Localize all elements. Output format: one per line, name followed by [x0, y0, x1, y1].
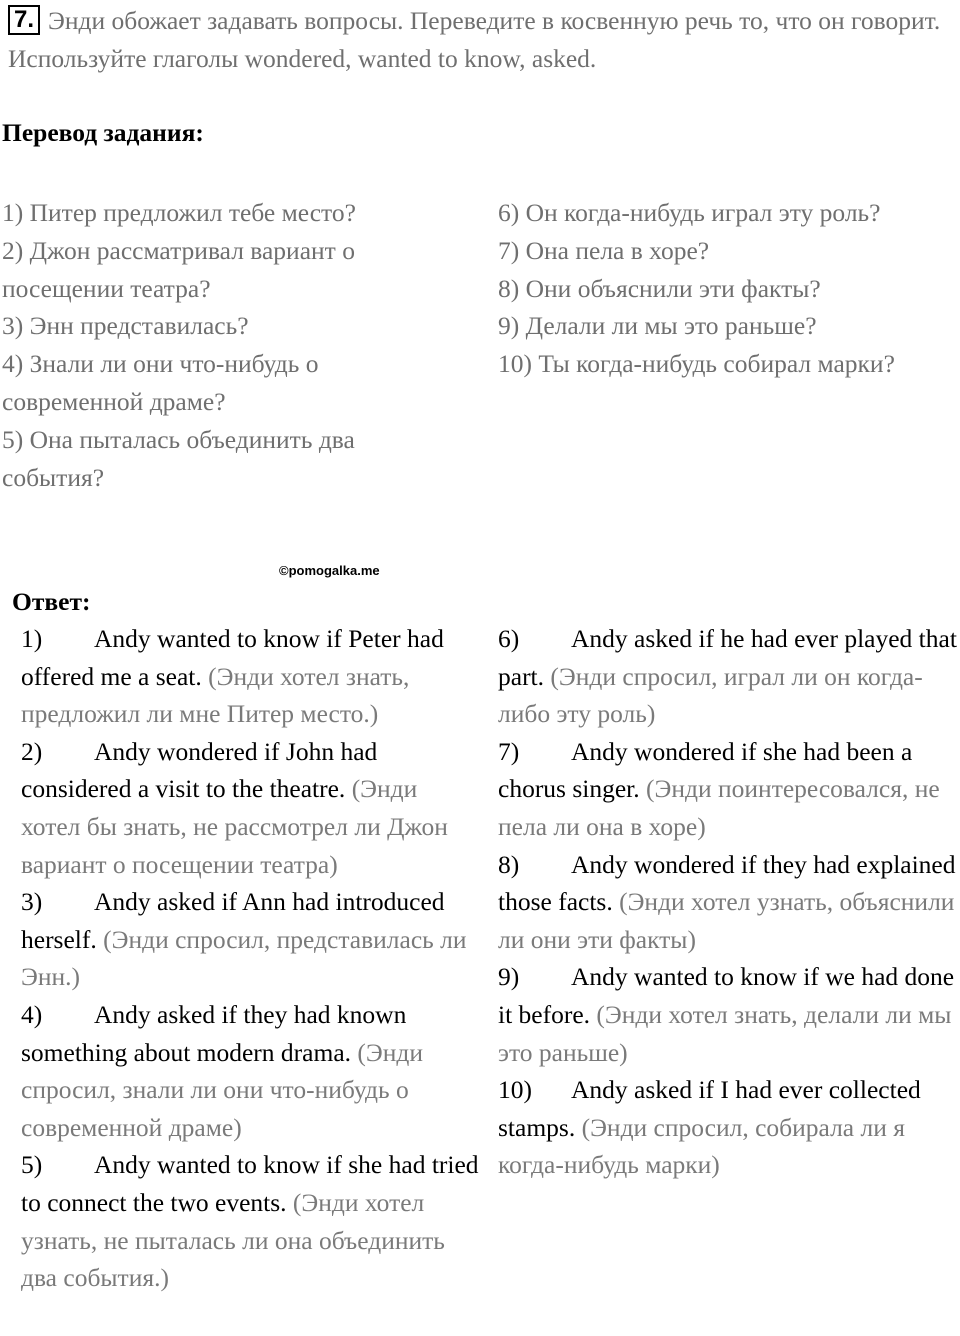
translation-item: 8) Они объяснили эти факты? [498, 273, 821, 303]
answer-item [21, 996, 481, 1146]
answer-russian: (Энди хотел знать, предложил ли мне Питер место.) [21, 661, 410, 729]
answer-english: Andy wanted to know if Peter had offered me a seat. [21, 624, 444, 691]
translation-item: 4) Знали ли они что-нибудь о современной драме? [2, 349, 319, 416]
translation-item: 6) Он когда-нибудь играл эту роль? [498, 198, 881, 227]
translation-item: 10) Ты когда-нибудь собирал марки? [498, 349, 895, 379]
answer-item [21, 733, 481, 883]
translation-title: Перевод задания: [2, 118, 204, 147]
answer-right-column [498, 620, 958, 1184]
answer-russian: (Энди хотел бы знать, не рассмотрел ли Джон вариант о посещении театра) [21, 774, 448, 879]
translation-item: 1) Питер предложил тебе место? [2, 198, 356, 227]
answer-russian: (Энди спросил, представилась ли Энн.) [21, 924, 467, 992]
watermark: ©pomogalka.me [279, 563, 380, 578]
answer-number: 8) [498, 849, 520, 879]
answer-english: Andy wanted to know if she had tried to connect the two events. [21, 1150, 479, 1217]
answer-item [21, 883, 481, 996]
answer-item [498, 846, 958, 959]
translation-right-column [498, 194, 958, 383]
answer-english: Andy asked if he had ever played that part. [498, 624, 957, 691]
answer-item [498, 620, 958, 733]
translation-item: 9) Делали ли мы это раньше? [498, 311, 817, 341]
answer-item [498, 733, 958, 846]
answer-number: 1) [21, 624, 43, 653]
answer-number: 9) [498, 962, 520, 992]
answer-russian: (Энди хотел узнать, не пыталась ли она объединить два события.) [21, 1187, 445, 1293]
answer-left-column [21, 620, 481, 1297]
answer-russian: (Энди спросил, играл ли он когда-либо эту роль) [498, 661, 923, 729]
answer-english: Andy wondered if John had considered a visit to the theatre. [21, 736, 378, 804]
task-instruction: Энди обожает задавать вопросы. Переведите в косвенную речь то, что он говорит. Используйте глаголы wondered, wanted to know, asked. [8, 6, 941, 73]
answer-number: 6) [498, 624, 520, 653]
answer-russian: (Энди спросил, знали ли они что-нибудь о современной драме) [21, 1037, 423, 1142]
translation-item: 3) Энн представилась? [2, 311, 249, 341]
answer-english: Andy asked if Ann had introduced herself. [21, 887, 445, 954]
answer-english: Andy wondered if they had explained those facts. [498, 849, 956, 917]
answer-title: Ответ: [12, 587, 91, 616]
answer-russian: (Энди хотел узнать, объяснили ли они эти факты) [498, 887, 955, 954]
answer-number: 3) [21, 887, 43, 917]
answer-russian: (Энди поинтересовался, не пела ли она в хоре) [498, 774, 940, 841]
answer-russian: (Энди спросил, собирала ли я когда-нибудь марки) [498, 1112, 905, 1180]
translation-item: 7) Она пела в хоре? [498, 235, 710, 265]
task-number: 7. [8, 5, 40, 35]
answer-russian: (Энди хотел знать, делали ли мы это раньше) [498, 999, 952, 1067]
answer-english: Andy wanted to know if we had done it before. [498, 962, 955, 1029]
answer-english: Andy asked if they had known something about modern drama. [21, 999, 407, 1067]
answer-item [498, 1071, 958, 1184]
answer-number: 10) [498, 1075, 532, 1105]
answer-number: 5) [21, 1150, 43, 1180]
answer-number: 7) [498, 736, 520, 766]
translation-left-column [2, 194, 432, 496]
task-header [8, 2, 958, 78]
answer-item [21, 1146, 481, 1296]
answer-english: Andy asked if I had ever collected stamps. [498, 1075, 921, 1142]
translation-item: 5) Она пыталась объединить два события? [2, 424, 355, 492]
translation-item: 2) Джон рассматривал вариант о посещении театра? [2, 235, 355, 303]
answer-item [498, 958, 958, 1071]
answer-item [21, 620, 481, 733]
answer-number: 4) [21, 999, 43, 1029]
answer-number: 2) [21, 736, 43, 766]
answer-english: Andy wondered if she had been a chorus singer. [498, 736, 913, 804]
